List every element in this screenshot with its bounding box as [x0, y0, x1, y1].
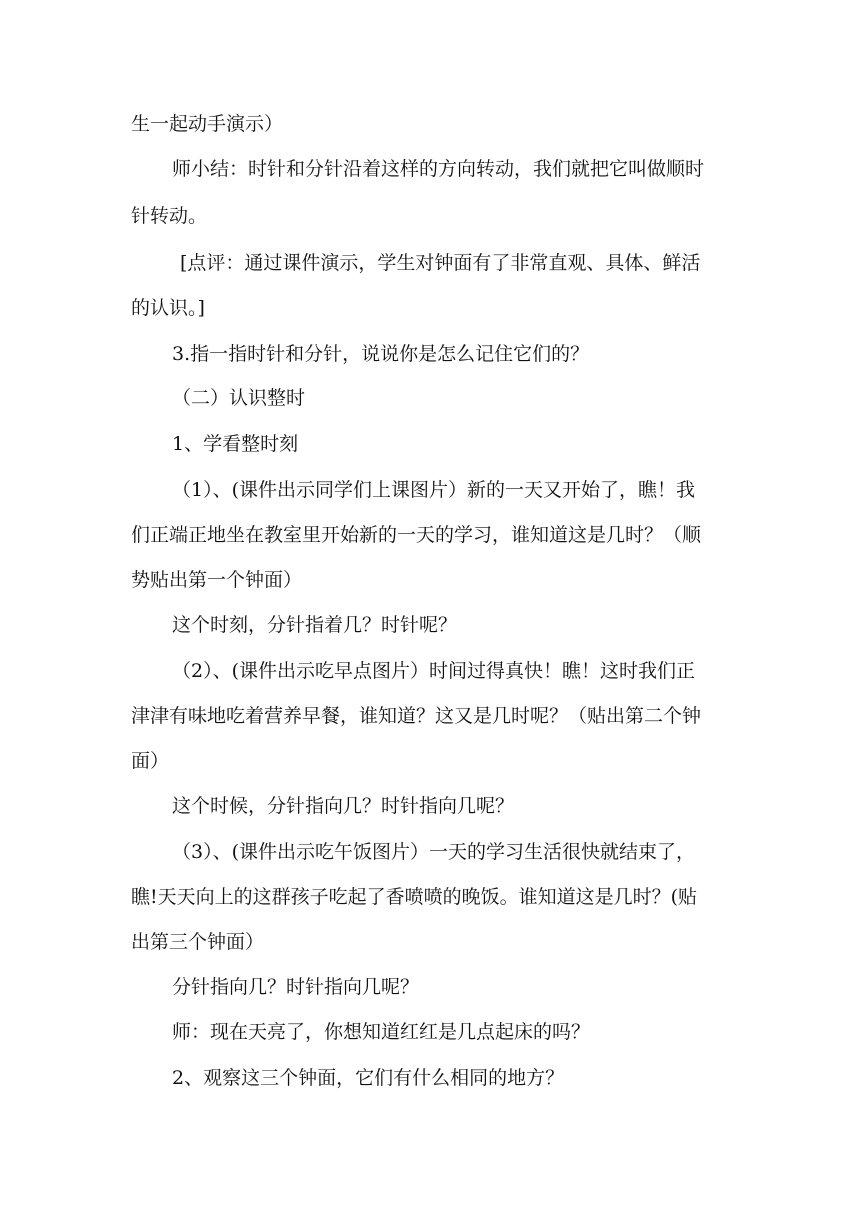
- text-line: （3）、(课件出示吃午饭图片）一天的学习生活很快就结束了，: [172, 841, 696, 863]
- text-line: 势贴出第一个钟面）: [131, 569, 303, 591]
- text-line: 津津有味地吃着营养早餐，谁知道？这又是几时呢？（贴出第二个钟: [131, 705, 702, 727]
- text-line: 面）: [131, 750, 170, 772]
- text-line: [点评：通过课件演示，学生对钟面有了非常直观、具体、鲜活: [180, 252, 701, 274]
- text-line: （1）、(课件出示同学们上课图片）新的一天又开始了，瞧！我: [172, 479, 696, 501]
- section-heading: （二）认识整时: [172, 387, 306, 409]
- text-line: 分针指向几？时针指向几呢？: [172, 976, 420, 998]
- text-line: （2）、(课件出示吃早点图片）时间过得真快！瞧！这时我们正: [172, 660, 696, 682]
- text-line: 的认识。]: [131, 297, 205, 319]
- text-line: 师小结：时针和分针沿着这样的方向转动，我们就把它叫做顺时: [172, 158, 705, 180]
- text-line: 们正端正地坐在教室里开始新的一天的学习，谁知道这是几时？（顺: [131, 524, 702, 546]
- text-line: 针转动。: [131, 205, 208, 227]
- subsection-heading: 1、学看整时刻: [172, 433, 299, 455]
- text-line: 生一起动手演示）: [131, 113, 284, 135]
- text-line: 这个时刻，分针指着几？时针呢？: [172, 614, 458, 636]
- text-line: 3.指一指时针和分针，说说你是怎么记住它们的？: [172, 343, 590, 365]
- text-line: 这个时候，分针指向几？时针指向几呢？: [172, 795, 515, 817]
- text-line: 2、观察这三个钟面，它们有什么相同的地方？: [172, 1067, 565, 1089]
- text-line: 出第三个钟面）: [131, 931, 265, 953]
- text-line: 瞧!天天向上的这群孩子吃起了香喷喷的晚饭。谁知道这是几时？(贴: [131, 886, 698, 908]
- text-line: 师：现在天亮了，你想知道红红是几点起床的吗？: [172, 1021, 591, 1043]
